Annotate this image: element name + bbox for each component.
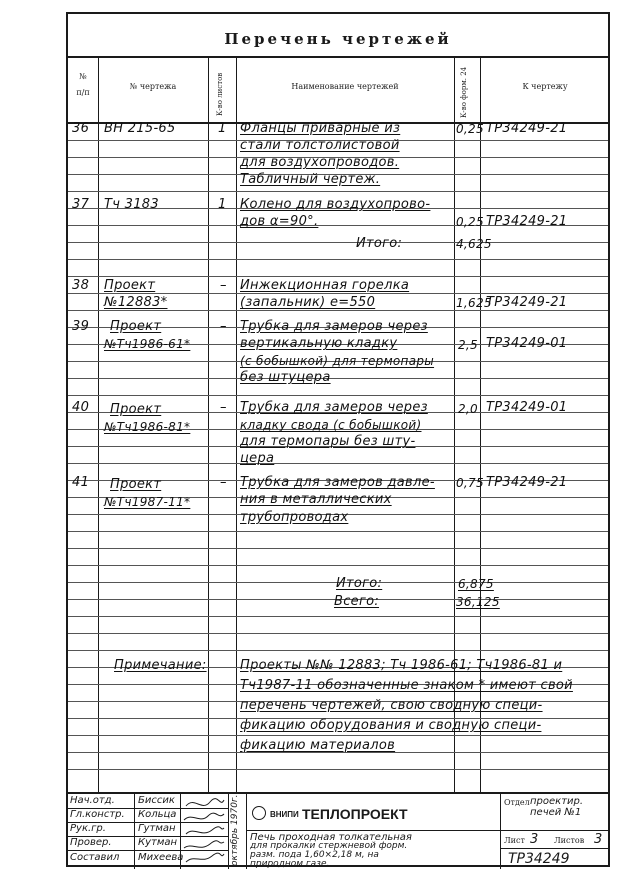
row-format: 1,625 [456,296,492,310]
header-drawing-no: № чертежа [129,82,177,91]
row-name-line: Инжекционная горелка [240,278,410,293]
row-code-line: Проект [110,477,162,492]
row-sheets: 1 [218,121,227,136]
document-sheet [66,12,610,867]
row-code-line: №12883* [104,295,168,310]
header-name: Наименование чертежей [291,82,399,91]
row-ref: ТР34249-01 [486,400,568,415]
row-ref: ТР34249-21 [486,121,568,136]
row-line [68,191,608,192]
row-num: 37 [72,197,90,212]
header-top-line [68,56,608,58]
row-num: 41 [72,475,90,490]
stamp-role: Составил [70,852,120,863]
stamp-person: Михеева [138,852,184,863]
row-sheets: – [220,319,227,334]
stamp-role: Рук.гр. [70,823,106,834]
stamp-row-line [246,830,610,831]
row-line [68,735,608,736]
note-label: Примечание: [114,658,207,673]
subtotal-label: Итого: [356,236,403,251]
row-code-line: №Тч1987-11* [104,495,191,509]
desc-line: Печь проходная толкательная [250,832,412,843]
desc-line: для прокалки стержневой форм. [250,841,408,851]
row-sheets: – [220,278,227,293]
row-line [68,378,608,379]
sheets-value: 3 [594,832,603,847]
document-title: Перечень чертежей [224,30,452,48]
row-name-line: дов α=90°. [240,214,319,229]
row-line [68,616,608,617]
note-line: Тч1987-11 обозначенные знаком * имеют свой [240,678,573,693]
row-format: 2,0 [458,402,478,416]
note-line: фикацию оборудования и сводную специ- [240,718,542,733]
header-format: К-во форм. 24 [460,66,468,118]
subtotal-value: 4,625 [456,237,492,251]
row-line [68,395,608,396]
header-num: № [79,72,87,81]
row-name-line: цера [240,451,275,466]
note-line: перечень чертежей, свою сводную специ- [240,698,543,713]
row-format: 0,25 [456,215,484,229]
note-line: фикацию материалов [240,738,396,753]
row-name-line: для воздухопроводов. [240,155,400,170]
row-format: 0,25 [456,122,484,136]
stamp-person: Кольца [138,809,177,820]
row-ref: ТР34249-21 [486,475,568,490]
dept-value: проектир. печей №1 [530,796,584,818]
desc-line: разм. пода 1,60×2,18 м, на [250,850,379,860]
stamp-divider [246,794,247,869]
col-divider [236,58,237,792]
row-sheets: – [220,400,227,415]
document-code: ТР34249 [508,851,570,867]
row-num: 40 [72,400,90,415]
row-line [68,310,608,311]
row-name-line: (запальник) е=550 [240,295,376,310]
stamp-row-line [500,848,610,849]
col-divider [98,58,99,792]
col-divider [208,58,209,792]
row-name-line: трубопроводах [240,510,349,525]
row-name-line: Трубка для замеров через [240,319,428,334]
row-ref: ТР34249-21 [486,214,568,229]
signatures [182,796,226,866]
row-line [68,650,608,651]
row-code-line: №Тч1986-61* [104,337,191,351]
row-name-line: кладку свода (с бобышкой) [240,418,422,432]
row-num: 39 [72,319,90,334]
stamp-person: Биссик [138,795,175,806]
org-small: ВНИПИ [270,810,299,819]
row-line [68,769,608,770]
org-name: ТЕПЛОПРОЕКТ [302,806,408,822]
stamp-divider [500,794,501,869]
row-line [68,548,608,549]
row-line [68,565,608,566]
row-code: Тч 3183 [104,197,159,212]
row-line [68,463,608,464]
row-ref: ТР34249-21 [486,295,568,310]
row-name-line: Фланцы приварные из [240,121,401,136]
total-value: 36,125 [456,595,500,609]
row-format: 2,5 [458,338,478,352]
row-name-line: Табличный чертеж. [240,172,381,187]
row-sheets: 1 [218,197,227,212]
subtotal-label: Итого: [336,576,383,591]
row-line [68,276,608,277]
row-name-line: для термопары без шту- [240,434,416,449]
header-num-sub: п/п [76,88,90,97]
row-code-line: Проект [110,319,162,334]
row-name-line: Трубка для замеров давле- [240,475,435,490]
org-logo-icon [252,806,266,820]
subtotal-value: 6,875 [458,577,494,591]
row-name-line: вертикальную кладку [240,336,398,351]
row-num: 38 [72,278,90,293]
header-sheets: К-во листов [216,72,224,116]
row-name-line: Трубка для замеров через [240,400,428,415]
row-name-line: (с бобышкой) для термопары [240,354,435,368]
row-name-line: Колено для воздухопрово- [240,197,431,212]
desc-line: природном газе. [250,859,330,869]
row-line [68,242,608,243]
row-name-line: ния в металлических [240,492,392,507]
header-ref: К чертежу [522,82,568,91]
row-name-line: без штуцера [240,370,331,385]
sheet-label: Лист [504,836,525,845]
note-line: Проекты №№ 12883; Тч 1986-61; Тч1986-81 и [240,658,563,673]
row-format: 0,75 [456,476,484,490]
stamp-divider [134,794,135,869]
stamp-role: Нач.отд. [70,795,115,806]
stamp-divider [228,794,229,869]
row-line [68,531,608,532]
stamp-role: Провер. [70,837,112,848]
row-code: ВН 215-65 [104,121,176,136]
row-num: 36 [72,121,90,136]
dept-label: Отдел [504,798,530,807]
total-label: Всего: [334,594,380,609]
row-name-line: стали толстолистовой [240,138,400,153]
row-code-line: №Тч1986-81* [104,420,191,434]
row-ref: ТР34249-01 [486,336,568,351]
sheets-label: Листов [554,836,585,845]
sheet-value: 3 [530,832,539,847]
stamp-person: Кутман [138,837,178,848]
stamp-role: Гл.констр. [70,809,125,820]
row-code-line: Проект [104,278,156,293]
row-sheets: – [220,475,227,490]
row-line [68,633,608,634]
stamp-person: Гутман [138,823,176,834]
title-block [68,792,608,869]
stamp-date: октябрь 1970г. [230,794,240,866]
row-line [68,293,608,294]
row-line [68,259,608,260]
row-code-line: Проект [110,402,162,417]
